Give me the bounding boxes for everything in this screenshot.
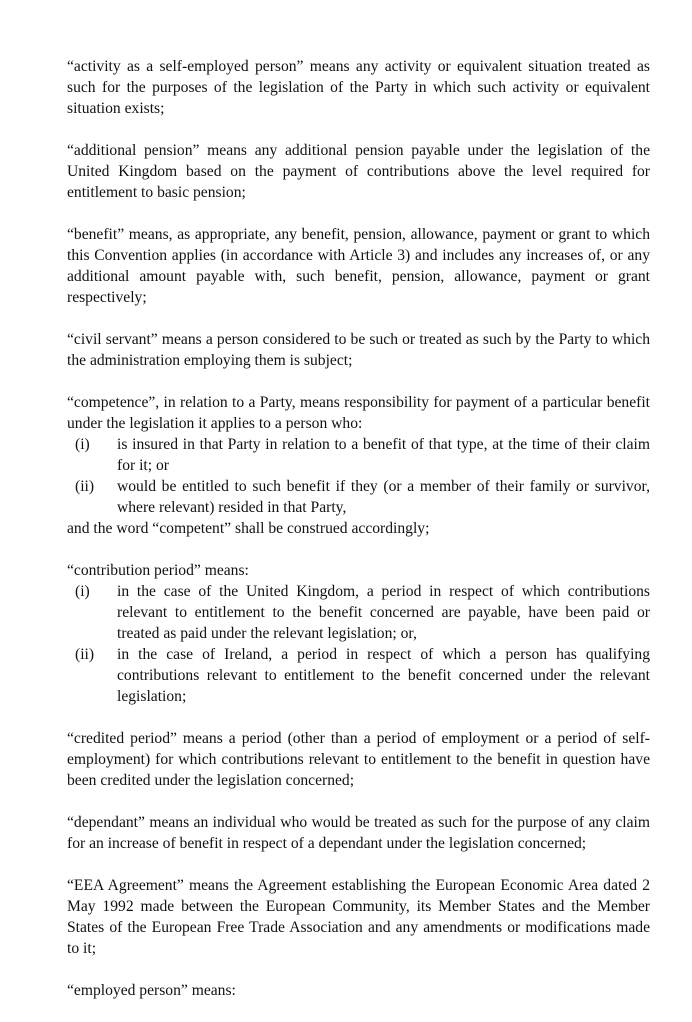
item-text: would be entitled to such benefit if they (or a member of their family or survivor, where relevant) resided in that Party, bbox=[117, 478, 650, 516]
item-text: in the case of Ireland, a period in respect of which a person has qualifying contributions relevant to entitlement to the benefit concerned under the relevant legislation; bbox=[117, 646, 650, 705]
competence-item bbox=[67, 434, 650, 476]
contribution-item bbox=[67, 644, 650, 707]
item-number: (i) bbox=[75, 583, 90, 600]
item-text: is insured in that Party in relation to a benefit of that type, at the time of their claim for it; or bbox=[117, 436, 650, 474]
definition-eea-agreement: “EEA Agreement” means the Agreement establishing the European Economic Area dated 2 May 1992 made between the European Community, its Member States and the Member States of the European Free Trade Association and any amendments or modifications made to it; bbox=[67, 877, 650, 957]
definition-civil-servant: “civil servant” means a person considered to be such or treated as such by the Party to which the administration employing them is subject; bbox=[67, 331, 650, 369]
definition-contribution-period: “contribution period” means: bbox=[67, 562, 249, 579]
competence-outro: and the word “competent” shall be construed accordingly; bbox=[67, 520, 430, 537]
definition-credited-period: “credited period” means a period (other than a period of employment or a period of self-employment) for which contributions relevant to entitlement to the benefit in question have been credited under the legislation concerned; bbox=[67, 730, 650, 789]
contribution-item bbox=[67, 581, 650, 644]
definition-additional-pension: “additional pension” means any additional pension payable under the legislation of the United Kingdom based on the payment of contributions above the level required for entitlement to basic pension; bbox=[67, 142, 650, 201]
competence-item bbox=[67, 476, 650, 518]
definition-dependant: “dependant” means an individual who would be treated as such for the purpose of any claim for an increase of benefit in respect of a dependant under the legislation concerned; bbox=[67, 814, 650, 852]
definition-competence: “competence”, in relation to a Party, means responsibility for payment of a particular benefit under the legislation it applies to a person who: bbox=[67, 394, 650, 432]
item-number: (ii) bbox=[75, 646, 95, 663]
item-number: (i) bbox=[75, 436, 90, 453]
definition-self-employed: “activity as a self-employed person” means any activity or equivalent situation treated as such for the purposes of the legislation of the Party in which such activity or equivalent situation exists; bbox=[67, 58, 650, 117]
item-text: in the case of the United Kingdom, a period in respect of which contributions relevant to entitlement to the benefit concerned are payable, have been paid or treated as paid under the relevant legislation; or, bbox=[117, 583, 650, 642]
definition-benefit: “benefit” means, as appropriate, any benefit, pension, allowance, payment or grant to which this Convention applies (in accordance with Article 3) and includes any increases of, or any additional amount payable with, such benefit, pension, allowance, payment or grant respectively; bbox=[67, 226, 650, 306]
definition-employed-person: “employed person” means: bbox=[67, 982, 236, 999]
item-number: (ii) bbox=[75, 478, 95, 495]
